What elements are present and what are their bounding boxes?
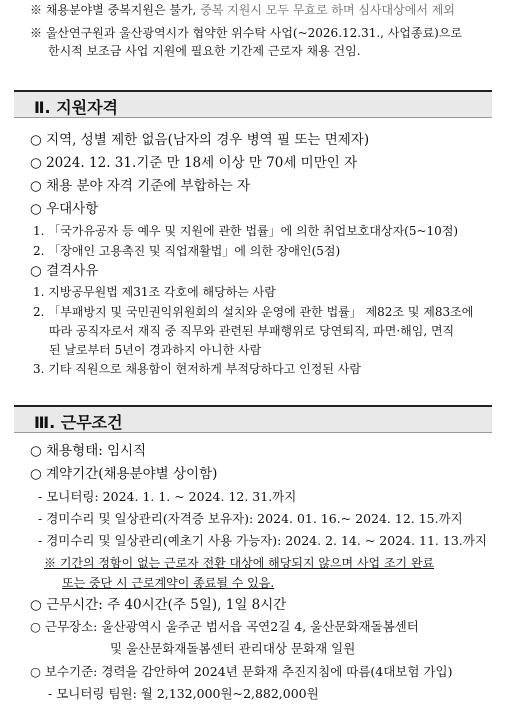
notice-duplicate-detail: 중복 지원시 모두 무효로 하며 심사대상에서 제외 [196,3,455,17]
qualification-item: ○ 채용 분야 자격 기준에 부합하는 자 [30,178,251,194]
condition-item: ○ 계약기간(채용분야별 상이함) [30,466,218,482]
section-2-header [14,90,492,118]
preference-item: 2. 「장애인 고용촉진 및 직업재활법」에 의한 장애인(5점) [33,244,341,258]
section-3-header [14,405,492,433]
contract-note-cont: 또는 중단 시 근로계약이 종료될 수 있음. [62,576,275,590]
contract-period-item: - 경미수리 및 일상관리(예초기 사용 가능자): 2024. 2. 14. ~ 2024. 11. 13.까지 [38,533,487,548]
disqualification-item: 1. 지방공무원법 제31조 각호에 해당하는 사람 [33,285,276,299]
condition-item: ○ 근무시간: 주 40시간(주 5일), 1일 8시간 [30,597,287,613]
preference-heading: ○ 우대사항 [30,201,99,217]
qualification-item: ○ 2024. 12. 31.기준 만 18세 이상 만 70세 미만인 자 [30,155,358,171]
section-3-title: Ⅲ. 근무조건 [34,413,123,432]
condition-item-cont: 및 울산문화재돌봄센터 관리대상 문화재 일원 [110,641,356,656]
condition-item: ○ 근무장소: 울산광역시 울주군 범서읍 곡연2길 4, 울산문화재돌봄센터 [30,619,419,634]
disqualification-heading: ○ 결격사유 [30,263,99,279]
disqualification-item: 3. 기타 직원으로 채용함이 현저하게 부적당하다고 인정된 사람 [33,362,361,376]
contract-period-item: - 경미수리 및 일상관리(자격증 보유자): 2024. 01. 16.~ 2024. 12. 15.까지 [38,511,463,526]
condition-item: ○ 보수기준: 경력을 감안하여 2024년 문화재 추진지침에 따름(4대보험 가입) [30,664,453,679]
section-2-title: Ⅱ. 지원자격 [34,98,119,117]
preference-item: 1. 「국가유공자 등 예우 및 지원에 관한 법률」에 의한 취업보호대상자(5~10점) [33,224,459,238]
notice-duplicate-main: ※ 채용분야별 중복지원은 불가, [30,3,197,17]
condition-item: ○ 채용형태: 임시직 [30,443,147,459]
salary-item: - 모니터링 팀원: 월 2,132,000원~2,882,000원 [48,686,319,701]
disqualification-item: 2. 「부패방지 및 국민권익위원회의 설치와 운영에 관한 법률」 제82조 및 제83조에 [33,305,474,319]
notice-contract-cont: 한시적 보조금 사업 지원에 필요한 기간제 근로자 채용 건임. [48,44,361,58]
notice-contract: ※ 울산연구원과 울산광역시가 협약한 위수탁 사업(~2026.12.31., 사업종료)으로 [30,26,463,40]
notice-duplicate [30,3,455,17]
qualification-item: ○ 지역, 성별 제한 없음(남자의 경우 병역 필 또는 면제자) [30,132,370,148]
contract-period-item: - 모니터링: 2024. 1. 1. ~ 2024. 12. 31.까지 [38,489,297,504]
disqualification-item-cont: 따라 공직자로서 재직 중 직무와 관련된 부패행위로 당연퇴직, 파면·해임, 면직 [49,324,455,338]
disqualification-item-cont: 된 날로부터 5년이 경과하지 아니한 사람 [49,343,262,357]
contract-note: ※ 기간의 정함이 없는 근로자 전환 대상에 해당되지 않으며 사업 조기 완료 [44,556,435,570]
